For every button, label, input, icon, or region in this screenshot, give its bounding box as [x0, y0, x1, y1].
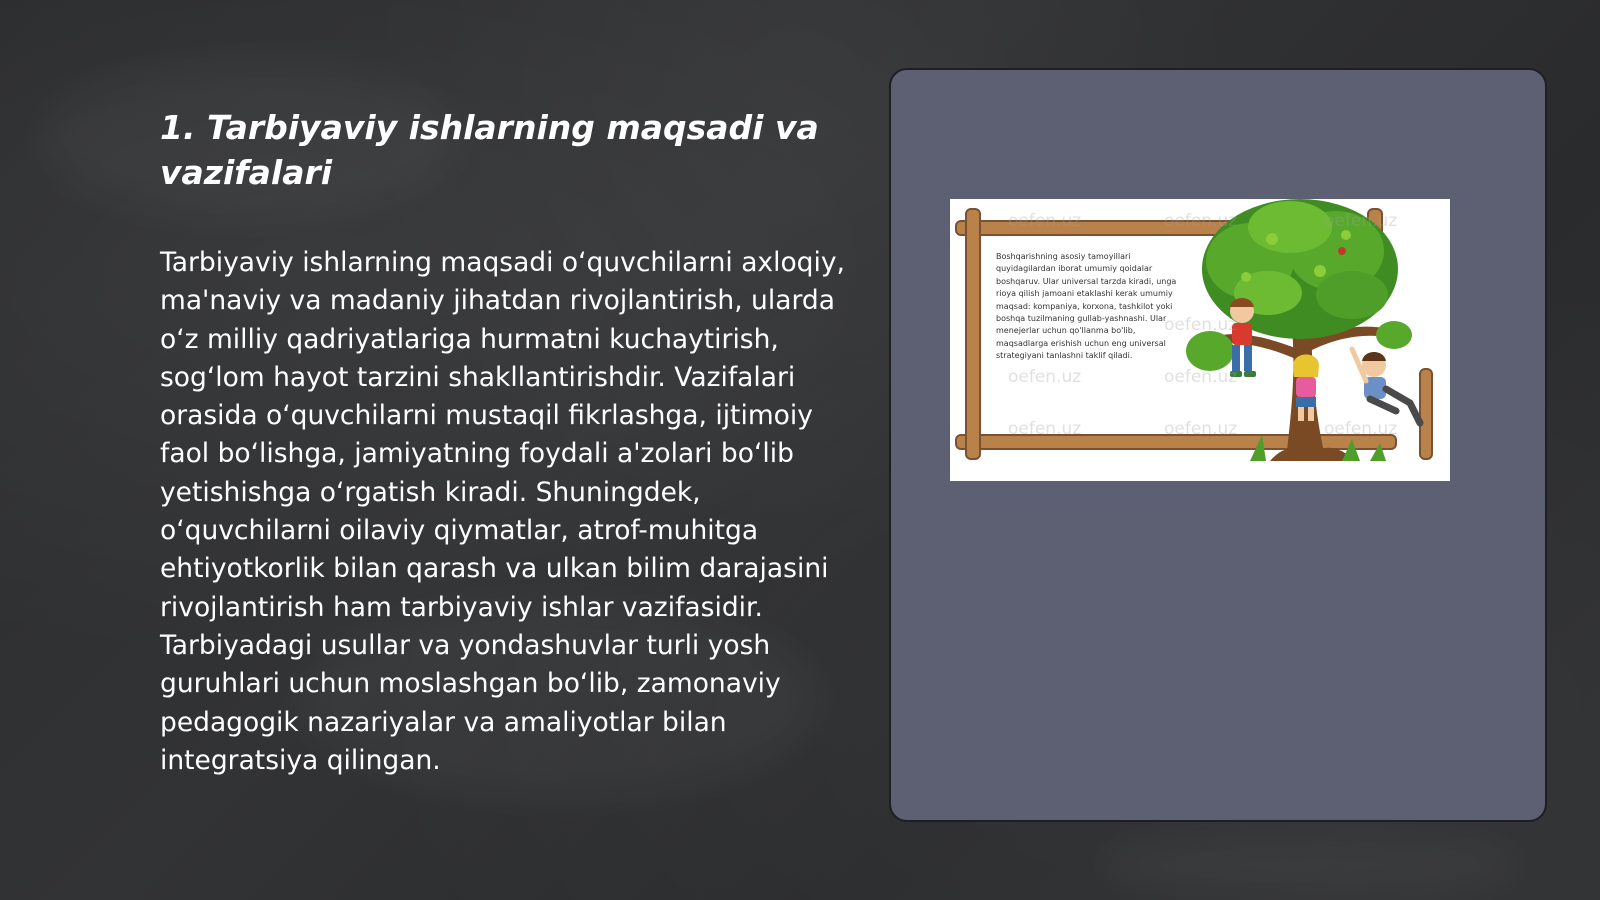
watermark-text: oefen.uz [1008, 211, 1082, 231]
watermark-text: oefen.uz [1164, 315, 1238, 335]
chalk-smudge [1100, 830, 1520, 900]
watermark-text: oefen.uz [1164, 419, 1238, 439]
slide-title: 1. Tarbiyaviy ishlarning maqsadi va vazifalari [160, 108, 819, 192]
watermark-text: oefen.uz [1164, 211, 1238, 231]
slide-body-text: Tarbiyaviy ishlarning maqsadi o‘quvchilarni axloqiy, ma'naviy va madaniy jihatdan rivojlantirish, ularda o‘z milliy qadriyatlariga hurmatni kuchaytirish, sog‘lom hayot tarzini shakllantirishdir. Vazifalari orasida o‘quvchilarni mustaqil fikrlashga, ijtimoiy faol bo‘lishga, jamiyatning foydali a'zolari bo‘lib yetishishga o‘rgatish kiradi. Shuningdek, o‘quvchilarni oilaviy qiymatlar, atrof-muhitga ehtiyotkorlik bilan qarash va ulkan bilim darajasini rivojlantirish ham tarbiyaviy ishlar vazifasidir. Tarbiyadagi usullar va yondashuvlar turli yosh guruhlari uchun moslashgan bo‘lib, zamonaviy pedagogik nazariyalar va amaliyotlar bilan integratsiya qilingan. [160, 247, 845, 776]
watermark-text: oefen.uz [1324, 211, 1398, 231]
illustration-image [950, 199, 1450, 481]
watermark-text: oefen.uz [1008, 419, 1082, 439]
child-boy-hanging [1352, 349, 1420, 423]
illustration-caption: Boshqarishning asosiy tamoyillari quyidagilardan iborat umumiy qoidalar boshqaruv. Ular universal tarzda kiradi, unga rioya qilish jamoani etaklashi kerak umumiy maqsad: kompaniya, korxona, tashkilot yoki boshqa tuzilmaning gullab-yashnashi. Ular menejerlar uchun qo'llanma bo'lib, maqsadlarga erishish uchun eng universal strategiyani tanlashni taklif qiladi. [996, 252, 1177, 361]
watermark-text: oefen.uz [1008, 367, 1082, 387]
watermark-text: oefen.uz [1324, 419, 1398, 439]
watermark-text: oefen.uz [1164, 367, 1238, 387]
